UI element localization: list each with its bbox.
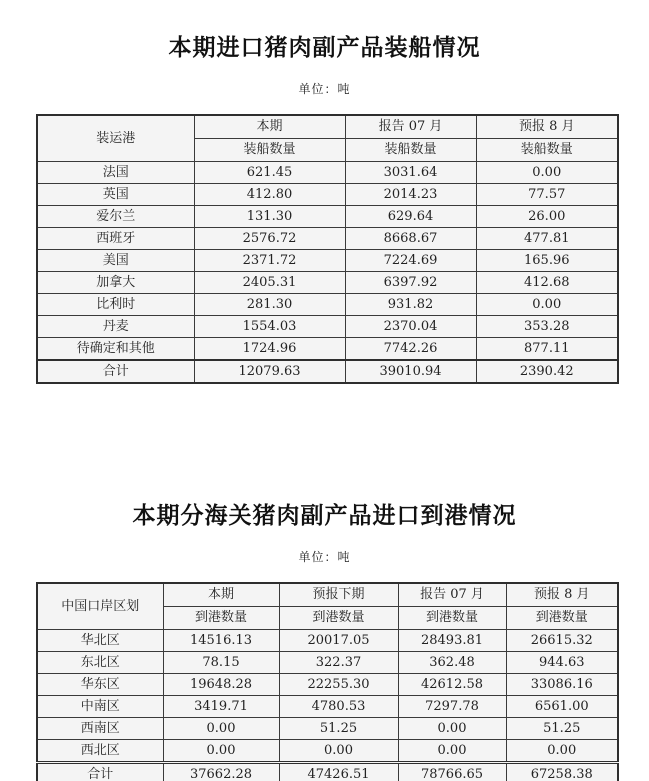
- cell-value: 281.30: [194, 294, 345, 316]
- cell-value: 0.00: [476, 162, 618, 184]
- shipment-unit-label: 单位：吨: [298, 82, 351, 96]
- cell-value: 42612.58: [398, 674, 506, 696]
- table-row: [37, 272, 618, 294]
- column-header-period: 预报下期: [279, 583, 398, 607]
- header-row-periods: [37, 115, 618, 139]
- arrival-table-title: 本期分海关猪肉副产品进口到港情况: [132, 502, 517, 529]
- cell-value: 14516.13: [163, 630, 279, 652]
- cell-value: 3419.71: [163, 696, 279, 718]
- column-header-measure: 装船数量: [345, 139, 476, 162]
- row-label: 西南区: [37, 718, 163, 740]
- cell-value: 39010.94: [345, 360, 476, 383]
- cell-value: 2576.72: [194, 228, 345, 250]
- cell-value: 412.68: [476, 272, 618, 294]
- cell-value: 51.25: [279, 718, 398, 740]
- column-header-period: 预报 8 月: [506, 583, 618, 607]
- arrival-table-body: [37, 630, 618, 781]
- column-header-port: 装运港: [37, 115, 194, 162]
- cell-value: 353.28: [476, 316, 618, 338]
- cell-value: 477.81: [476, 228, 618, 250]
- row-label: 合计: [37, 360, 194, 383]
- row-label: 待确定和其他: [37, 338, 194, 361]
- row-label: 爱尔兰: [37, 206, 194, 228]
- column-header-measure: 到港数量: [279, 607, 398, 630]
- cell-value: 28493.81: [398, 630, 506, 652]
- row-label: 华东区: [37, 674, 163, 696]
- table-row: [37, 652, 618, 674]
- table-row: [37, 740, 618, 763]
- cell-value: 2390.42: [476, 360, 618, 383]
- column-header-period: 本期: [163, 583, 279, 607]
- table-row: [37, 316, 618, 338]
- row-label: 比利时: [37, 294, 194, 316]
- shipment-table-title: 本期进口猪肉副产品装船情况: [168, 34, 481, 61]
- cell-value: 33086.16: [506, 674, 618, 696]
- cell-value: 26.00: [476, 206, 618, 228]
- table-row: [37, 162, 618, 184]
- arrival-table-header: [37, 583, 618, 630]
- cell-value: 2405.31: [194, 272, 345, 294]
- column-header-measure: 到港数量: [398, 607, 506, 630]
- table-row: [37, 250, 618, 272]
- cell-value: 67258.38: [506, 763, 618, 781]
- cell-value: 26615.32: [506, 630, 618, 652]
- cell-value: 0.00: [398, 718, 506, 740]
- row-label: 英国: [37, 184, 194, 206]
- cell-value: 51.25: [506, 718, 618, 740]
- row-label: 西班牙: [37, 228, 194, 250]
- cell-value: 4780.53: [279, 696, 398, 718]
- cell-value: 1554.03: [194, 316, 345, 338]
- row-label: 合计: [37, 763, 163, 781]
- row-label: 中南区: [37, 696, 163, 718]
- cell-value: 877.11: [476, 338, 618, 361]
- cell-value: 47426.51: [279, 763, 398, 781]
- column-header-measure: 到港数量: [163, 607, 279, 630]
- cell-value: 20017.05: [279, 630, 398, 652]
- table-row: [37, 338, 618, 361]
- cell-value: 0.00: [398, 740, 506, 763]
- table-total-row: [37, 360, 618, 383]
- cell-value: 78.15: [163, 652, 279, 674]
- cell-value: 37662.28: [163, 763, 279, 781]
- cell-value: 19648.28: [163, 674, 279, 696]
- cell-value: 6561.00: [506, 696, 618, 718]
- cell-value: 0.00: [279, 740, 398, 763]
- cell-value: 412.80: [194, 184, 345, 206]
- cell-value: 322.37: [279, 652, 398, 674]
- table-row: [37, 696, 618, 718]
- cell-value: 362.48: [398, 652, 506, 674]
- table-row: [37, 630, 618, 652]
- row-label: 加拿大: [37, 272, 194, 294]
- shipment-table-header: [37, 115, 618, 162]
- column-header-measure: 装船数量: [476, 139, 618, 162]
- column-header-measure: 装船数量: [194, 139, 345, 162]
- cell-value: 77.57: [476, 184, 618, 206]
- cell-value: 0.00: [163, 740, 279, 763]
- cell-value: 0.00: [506, 740, 618, 763]
- cell-value: 78766.65: [398, 763, 506, 781]
- cell-value: 931.82: [345, 294, 476, 316]
- column-header-period: 报告 07 月: [398, 583, 506, 607]
- cell-value: 12079.63: [194, 360, 345, 383]
- table-row: [37, 206, 618, 228]
- arrival-unit-label: 单位：吨: [298, 550, 351, 564]
- cell-value: 629.64: [345, 206, 476, 228]
- cell-value: 165.96: [476, 250, 618, 272]
- column-header-period: 本期: [194, 115, 345, 139]
- cell-value: 0.00: [163, 718, 279, 740]
- shipment-table: [36, 114, 619, 384]
- cell-value: 621.45: [194, 162, 345, 184]
- cell-value: 8668.67: [345, 228, 476, 250]
- cell-value: 944.63: [506, 652, 618, 674]
- table-total-row: [37, 763, 618, 781]
- shipment-table-body: [37, 162, 618, 384]
- table-row: [37, 294, 618, 316]
- row-label: 西北区: [37, 740, 163, 763]
- row-label: 法国: [37, 162, 194, 184]
- row-label: 东北区: [37, 652, 163, 674]
- column-header-region: 中国口岸区划: [37, 583, 163, 630]
- row-label: 丹麦: [37, 316, 194, 338]
- row-label: 美国: [37, 250, 194, 272]
- cell-value: 6397.92: [345, 272, 476, 294]
- cell-value: 7297.78: [398, 696, 506, 718]
- cell-value: 2014.23: [345, 184, 476, 206]
- cell-value: 131.30: [194, 206, 345, 228]
- cell-value: 1724.96: [194, 338, 345, 361]
- cell-value: 7742.26: [345, 338, 476, 361]
- row-label: 华北区: [37, 630, 163, 652]
- column-header-period: 报告 07 月: [345, 115, 476, 139]
- table-row: [37, 228, 618, 250]
- table-row: [37, 718, 618, 740]
- table-row: [37, 184, 618, 206]
- cell-value: 22255.30: [279, 674, 398, 696]
- cell-value: 3031.64: [345, 162, 476, 184]
- column-header-period: 预报 8 月: [476, 115, 618, 139]
- cell-value: 2371.72: [194, 250, 345, 272]
- column-header-measure: 到港数量: [506, 607, 618, 630]
- header-row-periods: [37, 583, 618, 607]
- cell-value: 0.00: [476, 294, 618, 316]
- arrival-table: [36, 582, 619, 781]
- cell-value: 2370.04: [345, 316, 476, 338]
- table-row: [37, 674, 618, 696]
- cell-value: 7224.69: [345, 250, 476, 272]
